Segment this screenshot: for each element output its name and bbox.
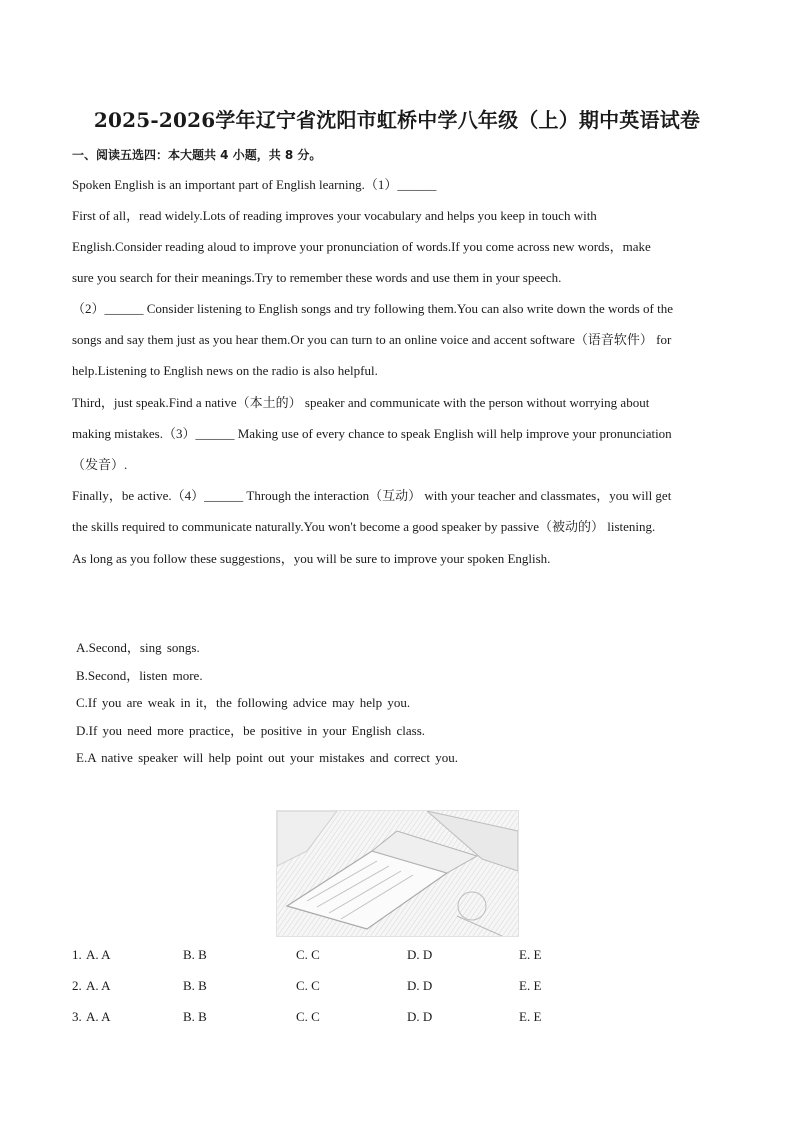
choice-c[interactable]: C. C — [296, 1009, 320, 1024]
choice-b[interactable]: B. B — [183, 1009, 207, 1024]
choice-e[interactable]: E. E — [519, 1009, 542, 1024]
choice-d[interactable]: D. D — [407, 978, 433, 993]
passage-photo — [276, 810, 519, 937]
choice-b[interactable]: B. B — [183, 947, 207, 962]
choice-e[interactable]: E. E — [519, 947, 542, 962]
option-d: D.If you need more practice，be positive in your English class. — [76, 723, 426, 738]
passage-line-11: Finally，be active.（4）______ Through the interaction（互动） with your teacher and classmates，you will get — [72, 488, 672, 503]
passage-line-8: Third，just speak.Find a native（本土的） speaker and communicate with the person without worrying about — [72, 395, 650, 410]
question-number: 2. — [72, 978, 82, 993]
choice-a[interactable]: A. A — [86, 1009, 111, 1024]
choice-a[interactable]: A. A — [86, 978, 111, 993]
passage-line-9: making mistakes.（3）______ Making use of every chance to speak English will help improve your pronunciation — [72, 426, 672, 441]
choice-d[interactable]: D. D — [407, 1009, 433, 1024]
option-b: B.Second，listen more. — [76, 668, 203, 683]
choice-c[interactable]: C. C — [296, 978, 320, 993]
question-number: 1. — [72, 947, 82, 962]
choice-a[interactable]: A. A — [86, 947, 111, 962]
answer-row-3 — [72, 1009, 632, 1025]
passage-line-5: （2）______ Consider listening to English songs and try following them.You can also write down the words of the — [72, 301, 673, 316]
exam-title: 2025-2026学年辽宁省沈阳市虹桥中学八年级（上）期中英语试卷 — [93, 108, 701, 132]
passage-line-4: sure you search for their meanings.Try to remember these words and use them in your speech. — [72, 270, 562, 285]
option-c: C.If you are weak in it，the following advice may help you. — [76, 695, 411, 710]
passage-line-12: the skills required to communicate naturally.You won't become a good speaker by passive（被动的） listening. — [72, 519, 656, 534]
option-a: A.Second，sing songs. — [76, 640, 200, 655]
answer-row-1 — [72, 947, 632, 963]
passage-line-13: As long as you follow these suggestions，you will be sure to improve your spoken English. — [72, 551, 551, 566]
choice-b[interactable]: B. B — [183, 978, 207, 993]
choice-c[interactable]: C. C — [296, 947, 320, 962]
photo-sketch — [277, 811, 518, 936]
answer-row-2 — [72, 978, 632, 994]
passage-line-7: help.Listening to English news on the radio is also helpful. — [72, 363, 378, 378]
section-header: 一、阅读五选四：本大题共 4 小题，共 8 分。 — [72, 148, 322, 162]
passage-line-1: Spoken English is an important part of English learning.（1）______ — [72, 177, 437, 192]
question-number: 3. — [72, 1009, 82, 1024]
option-e: E.A native speaker will help point out your mistakes and correct you. — [76, 750, 458, 765]
passage-line-6: songs and say them just as you hear them.Or you can turn to an online voice and accent software（语音软件） for — [72, 332, 672, 347]
choice-e[interactable]: E. E — [519, 978, 542, 993]
passage-line-2: First of all，read widely.Lots of reading improves your vocabulary and helps you keep in touch with — [72, 208, 597, 223]
passage-line-10: （发音）. — [72, 457, 128, 472]
passage-line-3: English.Consider reading aloud to improve your pronunciation of words.If you come across new words，make — [72, 239, 651, 254]
choice-d[interactable]: D. D — [407, 947, 433, 962]
